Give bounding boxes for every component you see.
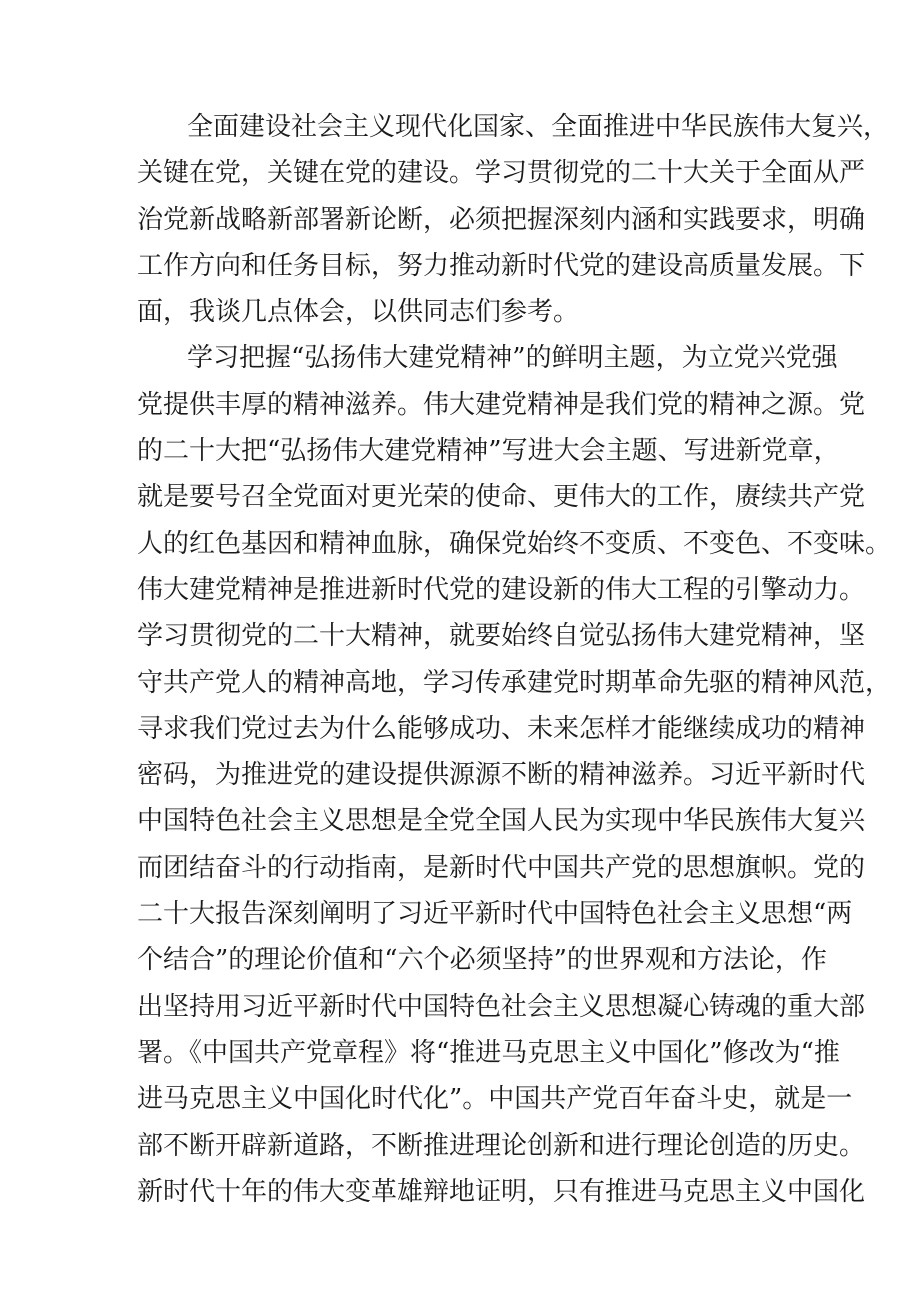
text-line: 人的红色基因和精神血脉，确保党始终不变质、不变色、不变味。 [137,528,892,559]
text-line: 出坚持用习近平新时代中国特色社会主义思想凝心铸魂的重大部 [137,991,866,1022]
text-line: 寻求我们党过去为什么能够成功、未来怎样才能继续成功的精神 [137,713,866,744]
paragraph-1 [137,104,890,335]
text-line: 面，我谈几点体会，以供同志们参考。 [137,297,580,328]
text-line: 署。《中国共产党章程》将“推进马克思主义中国化”修改为“推 [137,1037,840,1068]
text-line: 就是要号召全党面对更光荣的使命、更伟大的工作，赓续共产党 [137,482,866,513]
text-line: 党提供丰厚的精神滋养。伟大建党精神是我们党的精神之源。党 [137,389,866,420]
text-line: 的二十大把“弘扬伟大建党精神”写进大会主题、写进新党章， [137,436,840,467]
text-line: 伟大建党精神是推进新时代党的建设新的伟大工程的引擎动力。 [137,574,866,605]
text-line: 学习把握“弘扬伟大建党精神”的鲜明主题，为立党兴党强 [187,343,838,374]
text-line: 工作方向和任务目标，努力推动新时代党的建设高质量发展。下 [137,250,866,281]
text-line: 部不断开辟新道路，不断推进理论创新和进行理论创造的历史。 [137,1130,866,1161]
text-line: 中国特色社会主义思想是全党全国人民为实现中华民族伟大复兴 [137,806,866,837]
text-line: 全面建设社会主义现代化国家、全面推进中华民族伟大复兴， [187,112,890,142]
text-line: 密码，为推进党的建设提供源源不断的精神滋养。习近平新时代 [137,760,866,791]
text-line: 守共产党人的精神高地，学习传承建党时期革命先驱的精神风范， [137,667,892,698]
text-line: 学习贯彻党的二十大精神，就要始终自觉弘扬伟大建党精神，坚 [137,621,866,652]
text-line: 二十大报告深刻阐明了习近平新时代中国特色社会主义思想“两 [137,899,853,930]
text-line: 治党新战略新部署新论断，必须把握深刻内涵和实践要求，明确 [137,204,866,235]
document-body [137,104,892,1215]
paragraph-2 [137,335,892,1215]
text-line: 个结合”的理论价值和“六个必须坚持”的世界观和方法论，作 [137,945,827,976]
text-line: 新时代十年的伟大变革雄辩地证明，只有推进马克思主义中国化 [137,1176,866,1207]
text-line: 关键在党，关键在党的建设。学习贯彻党的二十大关于全面从严 [137,158,866,189]
text-line: 进马克思主义中国化时代化”。中国共产党百年奋斗史，就是一 [137,1084,853,1115]
text-line: 而团结奋斗的行动指南，是新时代中国共产党的思想旗帜。党的 [137,852,866,883]
